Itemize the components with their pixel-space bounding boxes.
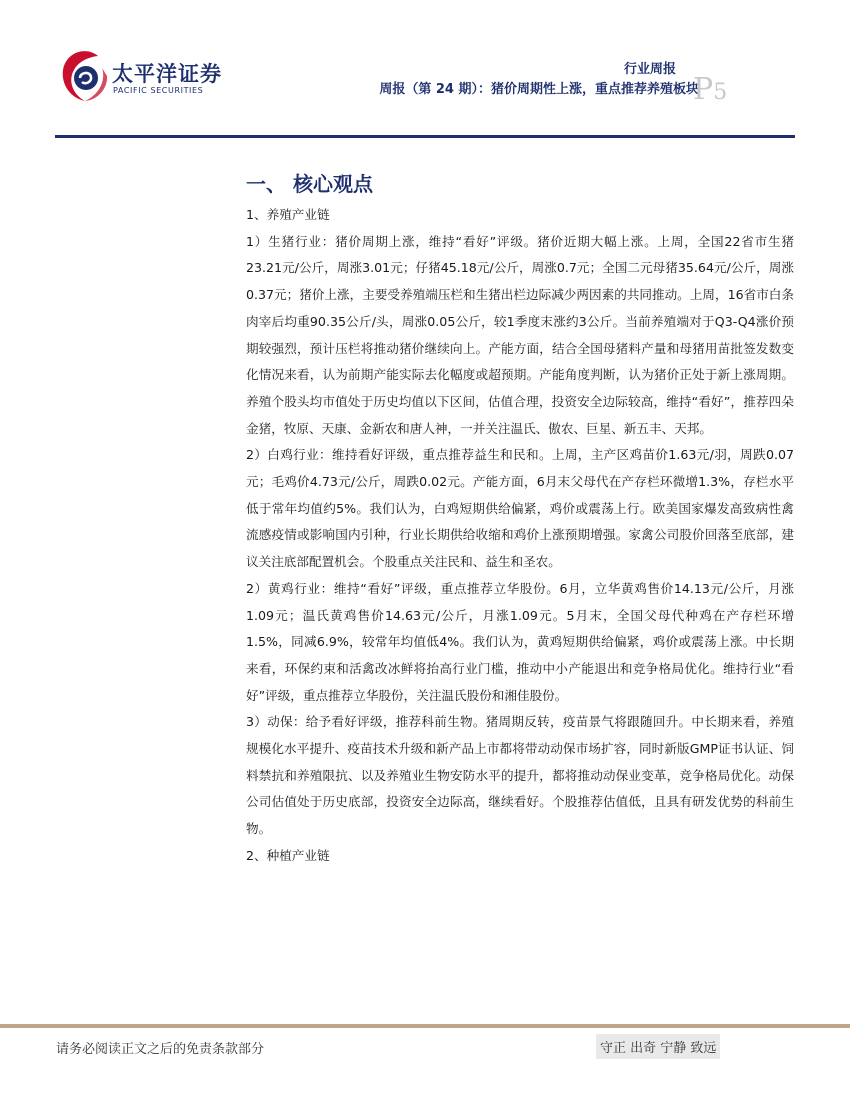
page-prefix: P — [693, 72, 714, 107]
paragraph-white-chicken: 2）白鸡行业：维持看好评级，重点推荐益生和民和。上周，主产区鸡苗价1.63元/羽，周跌0.07元；毛鸡价4.73元/公斤，周跌0.02元。产能方面，6月末父母代在产存栏环微增1.3%，存栏水平低于常年均值约5%。我们认为，白鸡短期供给偏紧，鸡价或震荡上行。欧美国家爆发高致病性禽流感疫情或影响国内引种，行业长期供给收缩和鸡价上涨预期增强。家禽公司股价回落至底部，建议关注底部配置机会。个股重点关注民和、益生和圣农。 — [246, 447, 794, 570]
page-number-value: 5 — [713, 80, 728, 105]
pacific-logo-icon — [58, 44, 110, 104]
report-title: 周报（第 24 期）：猪价周期性上涨，重点推荐养殖板块 — [379, 82, 699, 97]
footer-motto: 守正 出奇 宁静 致远 — [596, 1034, 720, 1059]
subsection-heading-breeding: 1、养殖产业链 — [246, 207, 330, 222]
subsection-heading-planting: 2、种植产业链 — [246, 847, 330, 863]
header-divider — [55, 135, 795, 138]
footer-disclaimer: 请务必阅读正文之后的免责条款部分 — [56, 1042, 265, 1057]
report-type: 行业周报 — [623, 62, 676, 77]
page-number — [693, 72, 727, 107]
body-text — [246, 202, 794, 870]
footer-divider — [0, 1024, 850, 1028]
section-title: 一、 核心观点 — [246, 172, 373, 196]
paragraph-yellow-chicken: 2）黄鸡行业：维持“看好”评级，重点推荐立华股份。6月，立华黄鸡售价14.13元/公斤，月涨1.09元；温氏黄鸡售价14.63元/公斤，月涨1.09元。5月末，全国父母代种鸡在产存栏环增1.5%，同减6.9%，较常年均值低4%。我们认为，黄鸡短期供给偏紧，鸡价或震荡上涨。中长期来看，环保约束和活禽改冰鲜将抬高行业门槛，推动中小产能退出和竞争格局优化。维持行业“看好”评级，重点推荐立华股份，关注温氏股份和湘佳股份。 — [246, 580, 794, 703]
company-logo — [58, 44, 228, 104]
paragraph-animal-health: 3）动保：给予看好评级，推荐科前生物。猪周期反转，疫苗景气将跟随回升。中长期来看，养殖规模化水平提升、疫苗技术升级和新产品上市都将带动动保市场扩容，同时新版GMP证书认证、饲料禁抗和养殖限抗、以及养殖业生物安防水平的提升，都将推动动保业变革，竞争格局优化。动保公司估值处于历史底部，投资安全边际高，继续看好。个股推荐估值低，且具有研发优势的科前生物。 — [246, 714, 794, 837]
company-name-en: PACIFIC SECURITIES — [113, 86, 204, 95]
paragraph-hog: 1）生猪行业：猪价周期上涨，维持“看好”评级。猪价近期大幅上涨。上周，全国22省市生猪23.21元/公斤，周涨3.01元；仔猪45.18元/公斤，周涨0.7元；全国二元母猪35.64元/公斤，周涨0.37元；猪价上涨，主要受养殖端压栏和生猪出栏边际减少两因素的共同推动。上周，16省市白条肉宰后均重90.35公斤/头，周涨0.05公斤，较1季度末涨约3公斤。当前养殖端对于Q3-Q4涨价预期较强烈，预计压栏将推动猪价继续向上。产能方面，结合全国母猪料产量和母猪用苗批签发数变化情况来看，认为前期产能实际去化幅度或超预期。产能角度判断，认为猪价正处于新上涨周期。养殖个股头均市值处于历史均值以下区间，估值合理，投资安全边际较高，维持“看好”，推荐四朵金猪，牧原、天康、金新农和唐人神，一并关注温氏、傲农、巨星、新五丰、天邦。 — [246, 233, 794, 436]
company-name-cn: 太平洋证券 — [112, 62, 222, 86]
